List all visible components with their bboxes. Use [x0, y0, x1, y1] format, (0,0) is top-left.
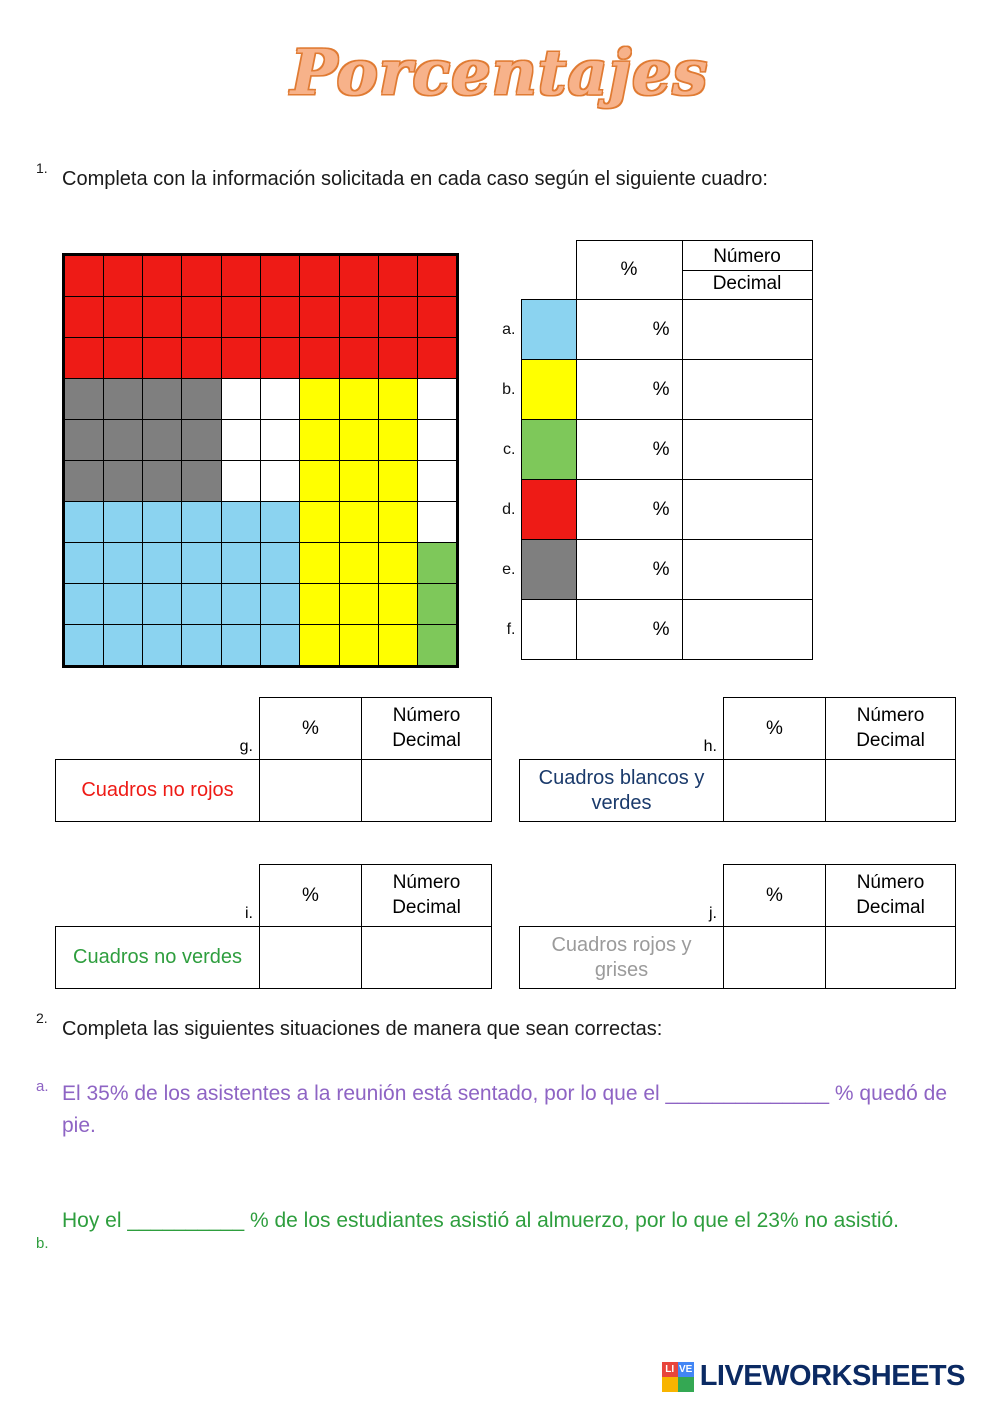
exercise2-item-b-text: Hoy el __________ % de los estudiantes asistió al almuerzo, por lo que el 23% no asistió. [62, 1209, 900, 1232]
grid-cell-r9-c2 [103, 583, 143, 625]
grid-cell-r8-c10 [417, 542, 457, 584]
mini-table-g-header-row [56, 698, 492, 760]
legend-percent-answer-cell[interactable]: % [576, 300, 682, 360]
grid-cell-r2-c10 [417, 296, 457, 338]
mini-table-h-percent-header: % [724, 698, 826, 760]
mini-table-j-data-row [520, 927, 956, 989]
grid-cell-r1-c3 [142, 255, 182, 297]
grid-cell-r4-c4 [181, 378, 221, 420]
grid-cell-r9-c9 [378, 583, 418, 625]
grid-cell-r10-c6 [260, 624, 300, 666]
mini-table-j-header-row [520, 865, 956, 927]
grid-cell-r2-c7 [299, 296, 339, 338]
grid-cell-r10-c2 [103, 624, 143, 666]
legend-color-swatch [521, 420, 576, 480]
grid-cell-r10-c3 [142, 624, 182, 666]
mini-table-i-label: Cuadros no verdes [56, 927, 260, 989]
grid-cell-r2-c4 [181, 296, 221, 338]
grid-cell-r7-c1 [64, 501, 104, 543]
legend-color-swatch [521, 360, 576, 420]
grid-cell-r1-c9 [378, 255, 418, 297]
grid-cell-r3-c1 [64, 337, 104, 379]
mini-table-i-decimal-header [362, 865, 492, 927]
grid-cell-r9-c8 [339, 583, 379, 625]
legend-header-swatch-spacer [521, 241, 576, 300]
legend-decimal-answer-cell[interactable] [682, 540, 812, 600]
grid-cell-r7-c7 [299, 501, 339, 543]
mini-table-g-percent-header: % [260, 698, 362, 760]
grid-cell-r5-c6 [260, 419, 300, 461]
grid-cell-r4-c3 [142, 378, 182, 420]
exercise1-number: 1. [36, 160, 48, 176]
legend-decimal-answer-cell[interactable] [682, 300, 812, 360]
mini-table-h [519, 697, 956, 822]
grid-cell-r9-c10 [417, 583, 457, 625]
exercise2-number: 2. [36, 1010, 48, 1026]
grid-cell-r4-c10 [417, 378, 457, 420]
legend-decimal-answer-cell[interactable] [682, 480, 812, 540]
decimal-header-line2: Decimal [392, 896, 461, 918]
legend-decimal-answer-cell[interactable] [682, 360, 812, 420]
grid-cell-r6-c6 [260, 460, 300, 502]
mini-table-j-percent-answer-cell[interactable] [724, 927, 826, 989]
legend-color-swatch [521, 540, 576, 600]
swatch-fill [522, 360, 576, 419]
exercise1-instruction [36, 160, 768, 191]
legend-header-decimal-line2: Decimal [683, 270, 812, 297]
legend-header-row [489, 241, 812, 300]
mini-table-g-header-spacer [56, 698, 260, 760]
mini-table-j-percent-header: % [724, 865, 826, 927]
grid-cell-r5-c4 [181, 419, 221, 461]
swatch-fill [522, 600, 576, 659]
exercise2-item-a-text: El 35% de los asistentes a la reunión está sentado, por lo que el ______________ % quedó de pie. [62, 1082, 947, 1137]
exercise2-instruction [36, 1010, 663, 1041]
grid-cell-r5-c8 [339, 419, 379, 461]
mini-table-h-decimal-answer-cell[interactable] [826, 760, 956, 822]
grid-cell-r7-c9 [378, 501, 418, 543]
grid-cell-r3-c4 [181, 337, 221, 379]
grid-cell-r2-c2 [103, 296, 143, 338]
mini-table-i-decimal-answer-cell[interactable] [362, 927, 492, 989]
legend-row-b [489, 360, 812, 420]
mini-table-i-percent-answer-cell[interactable] [260, 927, 362, 989]
grid-cell-r2-c6 [260, 296, 300, 338]
grid-cell-r10-c5 [221, 624, 261, 666]
mini-table-i-header-spacer [56, 865, 260, 927]
mini-table-i-data-row [56, 927, 492, 989]
liveworksheets-logo-icon [662, 1362, 694, 1392]
legend-decimal-answer-cell[interactable] [682, 420, 812, 480]
grid-cell-r6-c2 [103, 460, 143, 502]
grid-cell-r5-c1 [64, 419, 104, 461]
grid-cell-r1-c4 [181, 255, 221, 297]
mini-table-g-decimal-header [362, 698, 492, 760]
legend-decimal-answer-cell[interactable] [682, 600, 812, 660]
decimal-header-line2: Decimal [392, 729, 461, 751]
page-title: Porcentajes [290, 36, 709, 109]
legend-percent-answer-cell[interactable]: % [576, 540, 682, 600]
grid-cell-r4-c7 [299, 378, 339, 420]
grid-cell-r6-c1 [64, 460, 104, 502]
grid-cell-r9-c1 [64, 583, 104, 625]
mini-table-j [519, 864, 956, 989]
mini-table-h-data-row [520, 760, 956, 822]
grid-cell-r3-c2 [103, 337, 143, 379]
grid-cell-r5-c9 [378, 419, 418, 461]
grid-cell-r7-c10 [417, 501, 457, 543]
grid-cell-r6-c5 [221, 460, 261, 502]
grid-cell-r8-c7 [299, 542, 339, 584]
mini-table-j-header-spacer [520, 865, 724, 927]
legend-row-a [489, 300, 812, 360]
legend-percent-answer-cell[interactable]: % [576, 420, 682, 480]
grid-cell-r3-c3 [142, 337, 182, 379]
mini-table-j-letter: j. [709, 905, 717, 923]
legend-row-f [489, 600, 812, 660]
grid-cell-r10-c9 [378, 624, 418, 666]
exercise2-item-a-letter: a. [36, 1078, 49, 1095]
grid-cell-r10-c7 [299, 624, 339, 666]
legend-row-letter: f. [506, 620, 516, 638]
grid-cell-r5-c3 [142, 419, 182, 461]
exercise2-text: Completa las siguientes situaciones de manera que sean correctas: [62, 1018, 663, 1040]
grid-cell-r7-c5 [221, 501, 261, 543]
grid-cell-r10-c10 [417, 624, 457, 666]
logo-tile-3 [662, 1377, 678, 1392]
legend-header-percent: % [576, 241, 682, 300]
grid-cell-r1-c5 [221, 255, 261, 297]
grid-cell-r10-c4 [181, 624, 221, 666]
grid-cell-r1-c6 [260, 255, 300, 297]
grid-cell-r2-c9 [378, 296, 418, 338]
mini-table-h-percent-answer-cell[interactable] [724, 760, 826, 822]
mini-table-i-header-row [56, 865, 492, 927]
grid-cell-r8-c8 [339, 542, 379, 584]
mini-table-h-decimal-header [826, 698, 956, 760]
grid-cell-r7-c8 [339, 501, 379, 543]
grid-cell-r2-c3 [142, 296, 182, 338]
grid-cell-r8-c4 [181, 542, 221, 584]
legend-percent-answer-cell[interactable]: % [576, 480, 682, 540]
grid-cell-r2-c1 [64, 296, 104, 338]
grid-cell-r8-c9 [378, 542, 418, 584]
legend-row-letter: b. [502, 380, 516, 398]
exercise2-item-a [36, 1078, 962, 1141]
grid-cell-r2-c8 [339, 296, 379, 338]
grid-cell-r6-c10 [417, 460, 457, 502]
grid-cell-r4-c8 [339, 378, 379, 420]
legend-percent-answer-cell[interactable]: % [576, 360, 682, 420]
grid-cell-r7-c3 [142, 501, 182, 543]
mini-table-j-label: Cuadros rojos y grises [520, 927, 724, 989]
mini-table-h-header-spacer [520, 698, 724, 760]
grid-cell-r9-c4 [181, 583, 221, 625]
legend-header-decimal [682, 241, 812, 300]
grid-cell-r3-c7 [299, 337, 339, 379]
grid-cell-r5-c7 [299, 419, 339, 461]
liveworksheets-footer [662, 1360, 965, 1393]
grid-cell-r8-c2 [103, 542, 143, 584]
mini-table-i-percent-header: % [260, 865, 362, 927]
decimal-header-line2: Decimal [856, 729, 925, 751]
legend-row-e [489, 540, 812, 600]
grid-cell-r4-c9 [378, 378, 418, 420]
grid-cell-r9-c6 [260, 583, 300, 625]
legend-header-decimal-line1: Número [713, 246, 781, 267]
mini-table-g-data-row [56, 760, 492, 822]
legend-header-letter-spacer [489, 241, 521, 300]
grid-cell-r3-c9 [378, 337, 418, 379]
decimal-header-line2: Decimal [856, 896, 925, 918]
grid-cell-r1-c10 [417, 255, 457, 297]
grid-cell-r9-c5 [221, 583, 261, 625]
exercise2-item-b [36, 1205, 962, 1252]
swatch-fill [522, 540, 576, 599]
logo-tile-2: VE [679, 1363, 693, 1375]
legend-table [489, 240, 813, 660]
mini-table-h-letter: h. [703, 738, 717, 756]
legend-row-c [489, 420, 812, 480]
grid-cell-r9-c7 [299, 583, 339, 625]
grid-cell-r9-c3 [142, 583, 182, 625]
grid-cell-r8-c1 [64, 542, 104, 584]
percent-color-grid [62, 253, 459, 668]
mini-table-g-decimal-answer-cell[interactable] [362, 760, 492, 822]
mini-table-j-decimal-header [826, 865, 956, 927]
swatch-fill [522, 480, 576, 539]
mini-table-i [55, 864, 492, 989]
grid-cell-r4-c5 [221, 378, 261, 420]
grid-cell-r1-c2 [103, 255, 143, 297]
grid-cell-r2-c5 [221, 296, 261, 338]
exercise2-item-b-letter: b. [36, 1235, 49, 1252]
grid-cell-r8-c6 [260, 542, 300, 584]
legend-color-swatch [521, 480, 576, 540]
grid-cell-r4-c6 [260, 378, 300, 420]
logo-tile-4 [678, 1377, 694, 1392]
grid-cell-r4-c1 [64, 378, 104, 420]
grid-cell-r1-c1 [64, 255, 104, 297]
grid-cell-r8-c5 [221, 542, 261, 584]
mini-table-g-percent-answer-cell[interactable] [260, 760, 362, 822]
grid-cell-r3-c10 [417, 337, 457, 379]
grid-cell-r5-c5 [221, 419, 261, 461]
grid-cell-r6-c9 [378, 460, 418, 502]
grid-cell-r6-c7 [299, 460, 339, 502]
legend-row-letter: d. [502, 500, 516, 518]
legend-row-letter: e. [502, 560, 516, 578]
legend-color-swatch [521, 600, 576, 660]
decimal-header-line1: Número [856, 704, 925, 726]
decimal-header-line1: Número [392, 704, 461, 726]
grid-cell-r1-c8 [339, 255, 379, 297]
swatch-fill [522, 420, 576, 479]
legend-color-swatch [521, 300, 576, 360]
mini-table-g-label: Cuadros no rojos [56, 760, 260, 822]
grid-cell-r10-c1 [64, 624, 104, 666]
grid-cell-r7-c2 [103, 501, 143, 543]
logo-tile-1: LI [662, 1362, 678, 1377]
mini-table-g-letter: g. [239, 738, 253, 756]
mini-table-g [55, 697, 492, 822]
decimal-header-line1: Número [392, 871, 461, 893]
swatch-fill [522, 300, 576, 359]
mini-table-h-label: Cuadros blancos y verdes [520, 760, 724, 822]
grid-cell-r6-c4 [181, 460, 221, 502]
mini-table-h-header-row [520, 698, 956, 760]
grid-cell-r4-c2 [103, 378, 143, 420]
legend-row-letter: a. [502, 320, 516, 338]
legend-row-letter: c. [503, 440, 516, 458]
liveworksheets-brand-text: LIVEWORKSHEETS [699, 1360, 965, 1392]
mini-table-j-decimal-answer-cell[interactable] [826, 927, 956, 989]
grid-cell-r1-c7 [299, 255, 339, 297]
grid-cell-r6-c3 [142, 460, 182, 502]
grid-cell-r3-c5 [221, 337, 261, 379]
grid-cell-r5-c10 [417, 419, 457, 461]
decimal-header-line1: Número [856, 871, 925, 893]
legend-percent-answer-cell[interactable]: % [576, 600, 682, 660]
grid-cell-r8-c3 [142, 542, 182, 584]
grid-cell-r5-c2 [103, 419, 143, 461]
grid-cell-r3-c8 [339, 337, 379, 379]
grid-cell-r7-c4 [181, 501, 221, 543]
grid-cell-r10-c8 [339, 624, 379, 666]
legend-row-d [489, 480, 812, 540]
mini-table-i-letter: i. [245, 905, 253, 923]
grid-cell-r6-c8 [339, 460, 379, 502]
exercise1-text: Completa con la información solicitada en cada caso según el siguiente cuadro: [62, 168, 768, 190]
grid-cell-r7-c6 [260, 501, 300, 543]
grid-cell-r3-c6 [260, 337, 300, 379]
